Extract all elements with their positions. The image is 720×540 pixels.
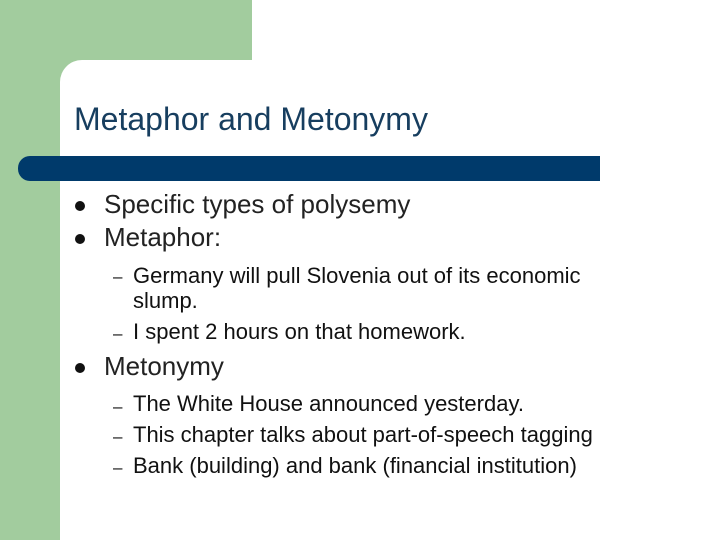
dash-bullet-icon: – <box>113 427 123 446</box>
dash-bullet-icon: – <box>113 458 123 477</box>
subbullet-white-house: The White House announced yesterday. <box>133 391 524 416</box>
subbullet-bank: Bank (building) and bank (financial institution) <box>133 453 577 478</box>
bullet-dot-icon <box>75 201 85 211</box>
dash-bullet-icon: – <box>113 397 123 416</box>
bullet-specific-types: Specific types of polysemy <box>104 189 411 219</box>
bullet-metaphor: Metaphor: <box>104 222 222 252</box>
subbullet-chapter: This chapter talks about part-of-speech tagging <box>133 422 593 447</box>
title-rule-bar <box>18 156 600 181</box>
bullet-metonymy: Metonymy <box>104 351 224 381</box>
dash-bullet-icon: – <box>113 267 123 286</box>
subbullet-homework: I spent 2 hours on that homework. <box>133 319 466 344</box>
subbullet-germany-line2: slump. <box>133 288 198 313</box>
bullet-dot-icon <box>75 363 85 373</box>
subbullet-germany-line1: Germany will pull Slovenia out of its economic <box>133 263 581 288</box>
dash-bullet-icon: – <box>113 324 123 343</box>
bullet-dot-icon <box>75 234 85 244</box>
slide-title: Metaphor and Metonymy <box>74 101 428 137</box>
